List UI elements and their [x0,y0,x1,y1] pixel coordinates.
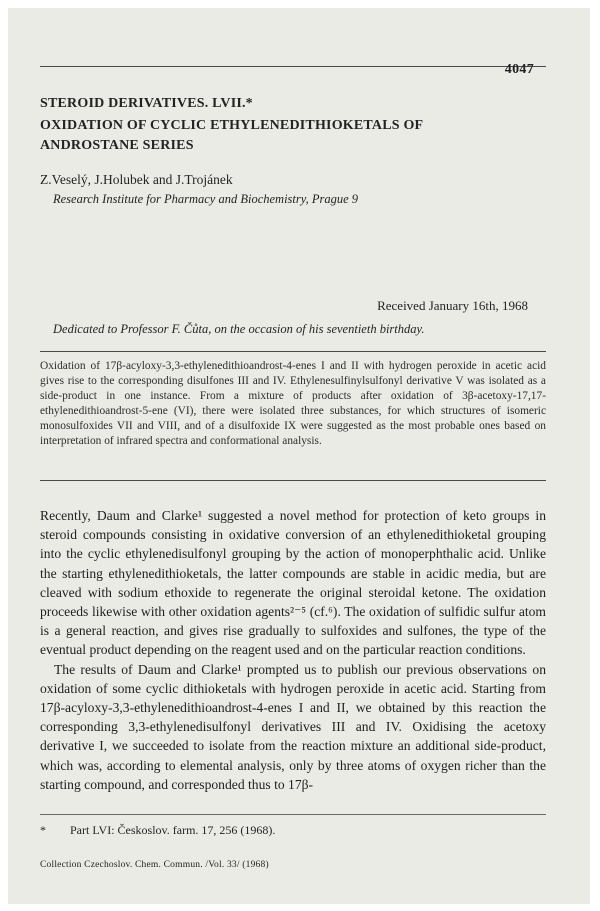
abstract-rule-top [40,351,546,352]
affiliation: Research Institute for Pharmacy and Biochemistry, Prague 9 [53,192,359,206]
abstract: Oxidation of 17β-acyloxy-3,3-ethylenedithioandrost-4-enes I and II with hydrogen peroxide in acetic acid gives rise to the corresponding disulfones III and IV. Ethylenesulfinylsulfonyl derivative V was isolated as a side-product in one instance. From a mixture of products after oxidation of 3β-acetoxy-17,17-ethylenedithioandrost-5-ene (VI), there were isolated three substances, for which structures of isomeric monosulfoxides VII and VIII, and of a disulfoxide IX were suggested as the most probable ones based on interpretation of infrared spectra and conformational analysis. [40,360,546,448]
paragraph-1: Recently, Daum and Clarke¹ suggested a novel method for protection of keto groups in steroid compounds consisting in oxidative conversion of an ethylenedithioketal grouping into the cyclic ethylenedisulfonyl grouping by the action of monoperphthalic acid. Unlike the starting ethylenedithioketals, the latter compounds are stable in acidic media, but are cleaved with sodium ethoxide to regenerate the original steroidal ketone. The oxidation proceeds likewise with other oxidation agents²⁻⁵ (cf.⁶). The oxidation of sulfidic sulfur atom is a general reaction, and gives rise gradually to sulfoxides and sulfones, the type of the eventual product depending on the reagent used and on the particular reaction conditions. [40,508,546,658]
authors: Z.Veselý, J.Holubek and J.Trojánek [40,172,233,187]
journal-page [8,8,590,904]
abstract-rule-bottom [40,480,546,481]
received-date: Received January 16th, 1968 [377,298,528,313]
page-number: 4047 [504,62,534,77]
dedication: Dedicated to Professor F. Čůta, on the occasion of his seventieth birthday. [53,322,425,336]
journal-citation: Collection Czechoslov. Chem. Commun. /Vol. 33/ (1968) [40,860,269,870]
paragraph-2: The results of Daum and Clarke¹ prompted us to publish our previous observations on oxidation of some cyclic dithioketals with hydrogen peroxide in acetic acid. Starting from 17β-acyloxy-3,3-ethylenedithioandrost-4-enes I and II, we obtained by this reaction the corresponding 3,3-ethylenedisulfonyl derivatives III and IV. Oxidising the acetoxy derivative I, we succeeded to isolate from the reaction mixture an additional side-product, which was, according to elemental analysis, only by three atoms of oxygen richer than the starting compound, and corresponded thus to 17β- [40,661,546,792]
footnote-text: Part LVI: Českoslov. farm. 17, 256 (1968). [70,823,276,837]
footnote [40,823,275,838]
footnote-rule [40,814,546,815]
series-title: STEROID DERIVATIVES. LVII.* [40,96,253,111]
body-text [40,506,546,794]
footnote-mark: * [40,823,46,837]
article-title: OXIDATION OF CYCLIC ETHYLENEDITHIOKETALS OF ANDROSTANE SERIES [40,118,423,153]
header-rule [40,66,546,67]
